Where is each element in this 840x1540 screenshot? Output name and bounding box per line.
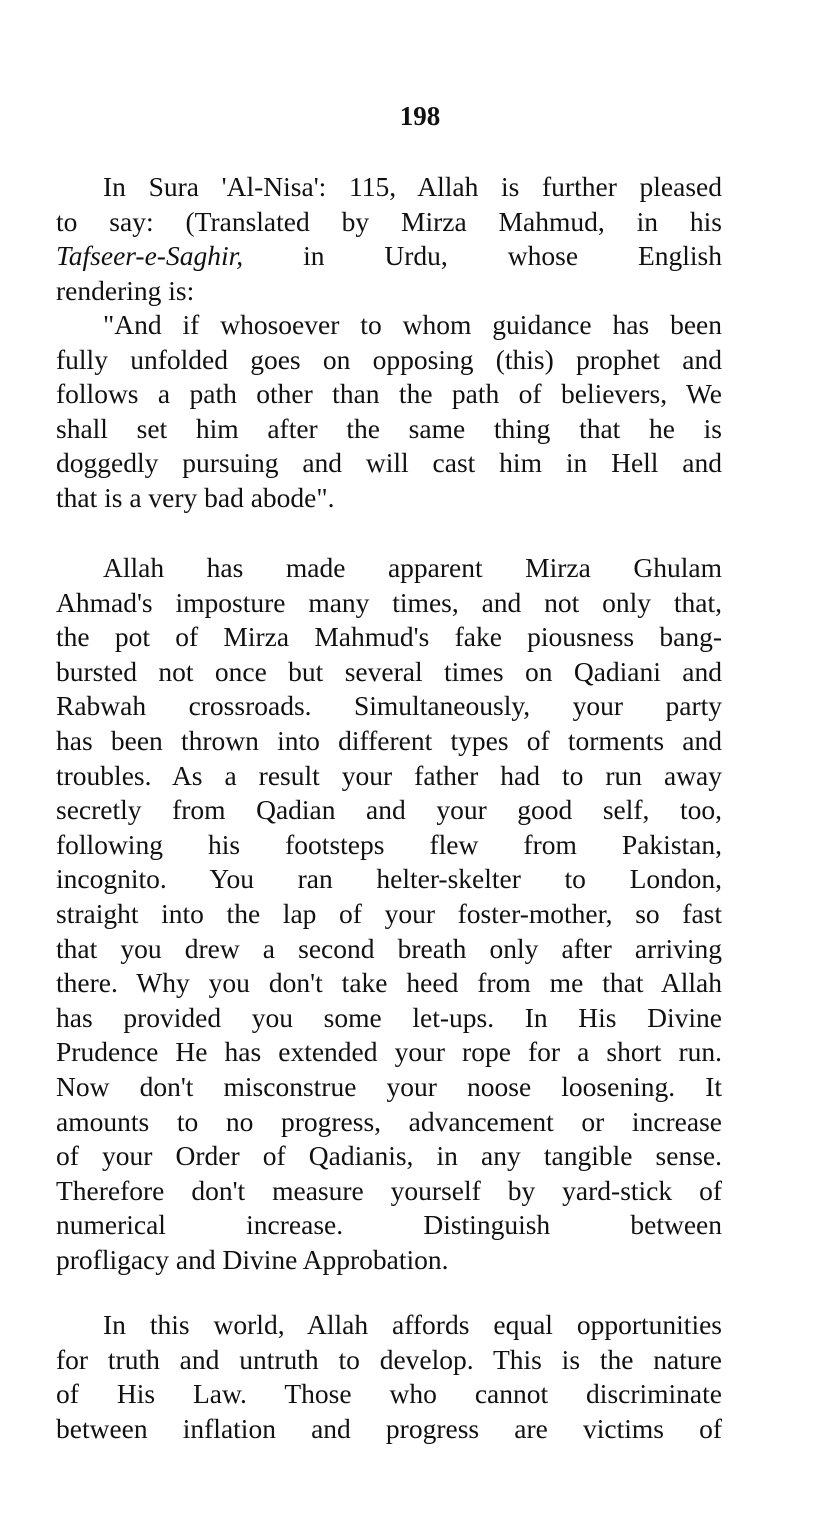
text-line: In Sura 'Al-Nisa': 115, Allah is further pleased [103,171,722,202]
page-number: 198 [399,101,441,131]
text-line: amounts to no progress, advancement or increase [56,1105,722,1137]
text-line: to say: (Translated by Mirza Mahmud, in his [56,205,722,237]
text-line: bursted not once but several times on Qadiani and [56,655,722,687]
text-line: that you drew a second breath only after arriving [56,932,722,964]
text-line: for truth and untruth to develop. This is the nature [56,1343,722,1375]
text-line: numerical increase. Distinguish between [56,1209,722,1241]
text-segment: in Urdu, whose English [303,240,722,272]
text-line: following his footsteps flew from Pakistan, [56,828,722,860]
text-line: Now don't misconstrue your noose loosening. It [56,1071,722,1102]
text-line: doggedly pursuing and will cast him in Hell and [56,447,722,479]
text-line: profligacy and Divine Approbation. [56,1244,449,1275]
text-line: secretly from Qadian and your good self, too, [56,794,722,826]
text-line: incognito. You ran helter-skelter to London, [56,863,722,895]
text-line: there. Why you don't take heed from me that Allah [56,967,722,999]
text-line: Ahmad's imposture many times, and not only that, [56,586,722,618]
text-line: straight into the lap of your foster-mother, so fast [56,898,722,929]
text-line: has been thrown into different types of torments and [56,725,722,756]
text-line: between inflation and progress are victims of [56,1412,722,1444]
text-line: follows a path other than the path of believers, We [56,378,722,410]
text-line: Allah has made apparent Mirza Ghulam [103,552,722,583]
text-line: of your Order of Qadianis, in any tangible sense. [56,1140,722,1172]
text-line: In this world, Allah affords equal opportunities [103,1309,722,1340]
text-line: rendering is: [56,274,195,306]
text-line: fully unfolded goes on opposing (this) prophet and [56,343,722,375]
text-line: the pot of Mirza Mahmud's fake piousness bang- [56,621,722,653]
text-line: "And if whosoever to whom guidance has been [103,309,722,340]
text-line: has provided you some let-ups. In His Divine [56,1001,722,1033]
book-title: Tafseer-e-Saghir, [56,240,244,272]
text-line [56,239,722,273]
text-line: that is a very bad abode". [56,482,335,513]
text-line: of His Law. Those who cannot discriminate [56,1378,722,1410]
text-line: Rabwah crossroads. Simultaneously, your party [56,690,722,722]
text-line: troubles. As a result your father had to run away [56,759,722,791]
text-line: Prudence He has extended your rope for a short run. [56,1036,722,1068]
text-line: Therefore don't measure yourself by yard-stick of [56,1174,722,1206]
text-line: shall set him after the same thing that he is [56,412,722,444]
